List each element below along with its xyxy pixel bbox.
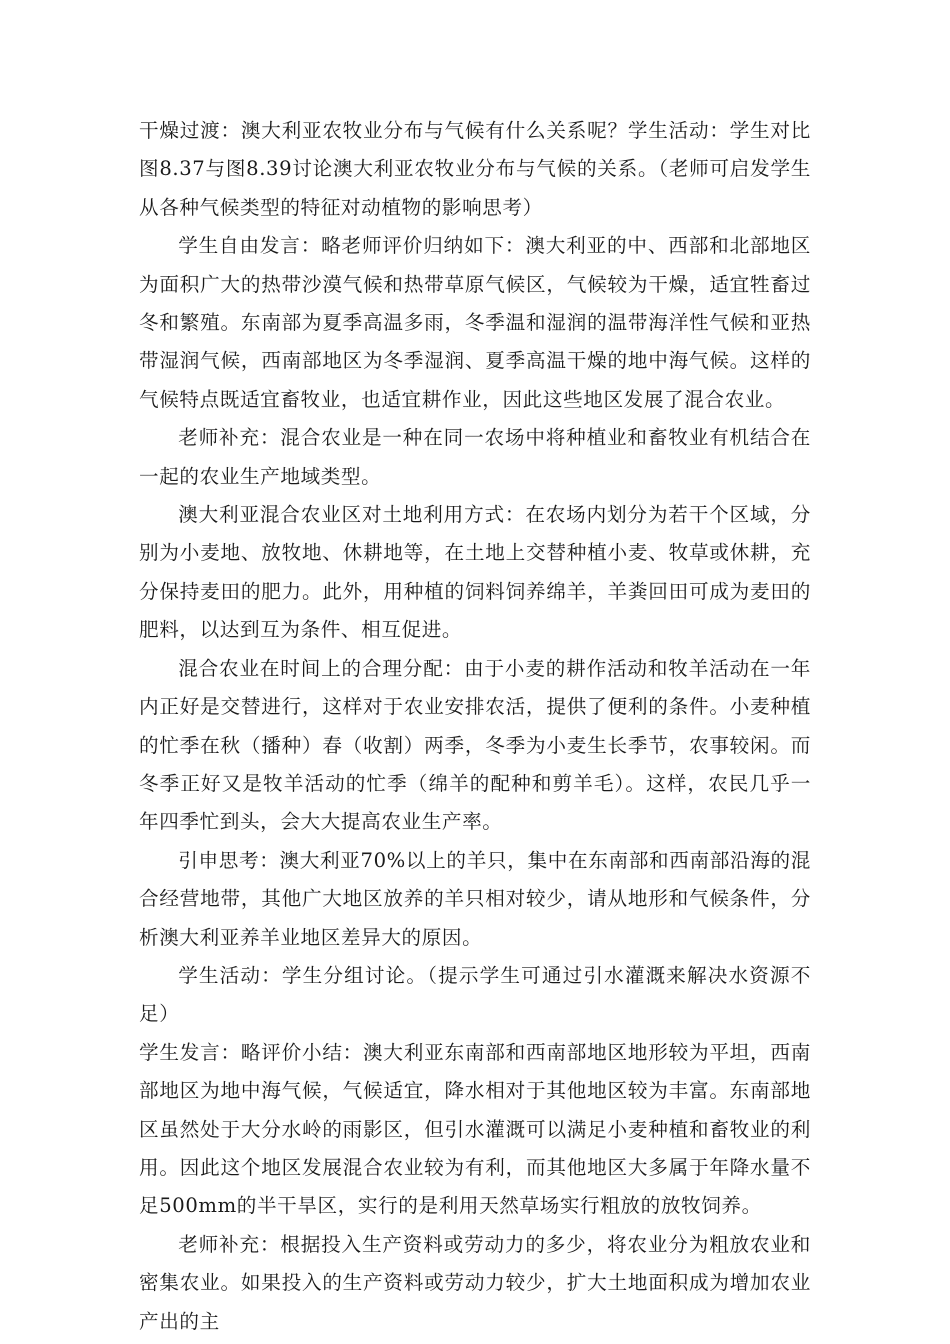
paragraph-teacher-supplement-2: 老师补充：根据投入生产资料或劳动力的多少，将农业分为粗放农业和密集农业。如果投入的生产资料或劳动力较少，扩大土地面积成为增加农业产出的主 xyxy=(139,1232,811,1333)
document-body xyxy=(139,112,811,1341)
paragraph-student-activity: 学生活动：学生分组讨论。（提示学生可通过引水灌溉来解决水资源不足） xyxy=(139,963,811,1026)
paragraph-extended-thinking: 引申思考：澳大利亚70%以上的羊只，集中在东南部和西南部沿海的混合经营地带，其他广大地区放养的羊只相对较少，请从地形和气候条件，分析澳大利亚养羊业地区差异大的原因。 xyxy=(139,848,811,949)
paragraph-evaluation-summary: 学生发言：略评价小结：澳大利亚东南部和西南部地区地形较为平坦，西南部地区为地中海气候，气候适宜，降水相对于其他地区较为丰富。东南部地区虽然处于大分水岭的雨影区，但引水灌溉可以满足小麦种植和畜牧业的利用。因此这个地区发展混合农业较为有利，而其他地区大多属于年降水量不足500mm的半干旱区，实行的是利用天然草场实行粗放的放牧饲养。 xyxy=(139,1040,811,1218)
paragraph-land-use: 澳大利亚混合农业区对土地利用方式：在农场内划分为若干个区域，分别为小麦地、放牧地、休耕地等，在土地上交替种植小麦、牧草或休耕，充分保持麦田的肥力。此外，用种植的饲料饲养绵羊，羊粪回田可成为麦田的肥料，以达到互为条件、相互促进。 xyxy=(139,503,811,642)
paragraph-student-speech: 学生自由发言：略老师评价归纳如下：澳大利亚的中、西部和北部地区为面积广大的热带沙漠气候和热带草原气候区，气候较为干燥，适宜牲畜过冬和繁殖。东南部为夏季高温多雨，冬季温和湿润的温带海洋性气候和亚热带湿润气候，西南部地区为冬季湿润、夏季高温干燥的地中海气候。这样的气候特点既适宜畜牧业，也适宜耕作业，因此这些地区发展了混合农业。 xyxy=(139,234,811,411)
paragraph-time-allocation: 混合农业在时间上的合理分配：由于小麦的耕作活动和牧羊活动在一年内正好是交替进行，这样对于农业安排农活，提供了便利的条件。小麦种植的忙季在秋（播种）春（收割）两季，冬季为小麦生长季节，农事较闲。而冬季正好又是牧羊活动的忙季（绵羊的配种和剪羊毛）。这样，农民几乎一年四季忙到头，会大大提高农业生产率。 xyxy=(139,656,811,834)
paragraph-teacher-supplement: 老师补充：混合农业是一种在同一农场中将种植业和畜牧业有机结合在一起的农业生产地域类型。 xyxy=(139,426,811,488)
paragraph-transition: 干燥过渡：澳大利亚农牧业分布与气候有什么关系呢？学生活动：学生对比图8.37与图8.39讨论澳大利亚农牧业分布与气候的关系。（老师可启发学生从各种气候类型的特征对动植物的影响思考） xyxy=(139,119,811,219)
